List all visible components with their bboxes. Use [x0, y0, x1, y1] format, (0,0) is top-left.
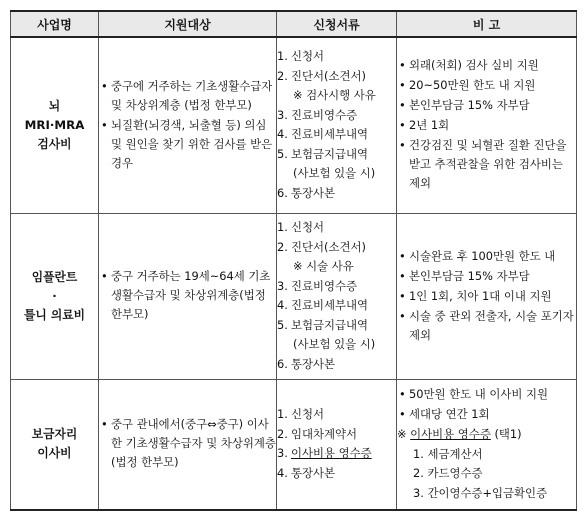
table-row — [11, 379, 577, 510]
program-name-line: 틀니 의료비 — [23, 307, 86, 322]
support-program-table — [10, 10, 577, 511]
document-item: 2. 임대차계약서 — [277, 426, 358, 441]
program-name-line: 보금자리 — [31, 427, 78, 442]
receipt-option: 3. 간이영수증+입금확인증 — [413, 485, 548, 500]
document-item: 3. 이사비용 영수증 — [277, 446, 372, 461]
receipt-reference: ※ 이사비용 영수증 (택1) — [397, 427, 522, 442]
program-name-line: 임플란트 — [31, 269, 78, 284]
target-cell — [99, 379, 277, 510]
program-name-cell — [11, 37, 99, 213]
header-notes: 비 고 — [397, 11, 577, 37]
header-documents: 신청서류 — [277, 11, 397, 37]
documents-cell — [277, 379, 397, 510]
notes-cell — [397, 379, 577, 510]
target-item: • 중구에 거주하는 기초생활수급자 및 차상위계층 (법정 한부모) — [99, 77, 276, 115]
note-item: • 시술완료 후 100만원 한도 내 — [397, 247, 576, 266]
note-item: • 세대당 연간 1회 — [397, 405, 576, 424]
target-cell — [99, 37, 277, 213]
note-item: • 본인부담금 15% 자부담 — [397, 96, 576, 115]
header-program-name: 사업명 — [11, 11, 99, 37]
note-item: • 시술 중 관외 전출자, 시술 포기자 제외 — [397, 307, 576, 345]
target-cell — [99, 213, 277, 379]
target-item: • 중구 관내에서(중구⇔중구) 이사한 기초생활수급자 및 차상위계층(법정 한부모) — [99, 415, 276, 472]
document-item: 4. 진료비세부내역 — [277, 127, 369, 142]
note-item: • 외래(처회) 검사 실비 지원 — [397, 56, 576, 75]
program-name-line: 뇌 — [48, 98, 61, 113]
receipt-option: 2. 카드영수증 — [413, 466, 483, 481]
documents-cell — [277, 213, 397, 379]
receipt-option: 1. 세금계산서 — [413, 446, 483, 461]
note-item: • 50만원 한도 내 이사비 지원 — [397, 385, 576, 404]
target-item: • 중구 거주하는 19세~64세 기초생활수급자 및 차상위계층(법정 한부모) — [99, 267, 276, 324]
document-item: 1. 신청서 — [277, 220, 325, 234]
document-item: 5. 보험금지급내역 — [277, 146, 369, 161]
document-item: 4. 통장사본 — [277, 465, 336, 480]
program-name-line: MRI·MRA — [24, 117, 85, 132]
program-name-line: 검사비 — [37, 136, 72, 151]
program-name-line: · — [52, 288, 57, 303]
document-item: 4. 진료비세부내역 — [277, 298, 369, 312]
notes-cell — [397, 37, 577, 213]
document-item: 2. 진단서(소견서) — [277, 239, 366, 254]
note-item: • 본인부담금 15% 자부담 — [397, 267, 576, 286]
header-row — [11, 11, 577, 37]
table-row — [11, 213, 577, 379]
document-item: 1. 신청서 — [277, 49, 325, 64]
note-item: • 건강검진 및 뇌혈관 질환 진단을 받고 추적관찰을 위한 검사비는 제외 — [397, 136, 576, 193]
document-note: ※ 검사시행 사유 — [293, 88, 376, 103]
document-item: 3. 진료비영수증 — [277, 107, 358, 122]
document-note: (사보험 있을 시) — [293, 337, 376, 351]
document-note: ※ 시술 사유 — [293, 259, 354, 273]
target-item: • 뇌질환(뇌경색, 뇌출혈 등) 의심 및 원인을 찾기 위한 검사를 받은 경우 — [99, 116, 276, 173]
document-item: 6. 통장사본 — [277, 185, 336, 200]
document-item: 1. 신청서 — [277, 407, 325, 422]
note-item: • 20~50만원 한도 내 지원 — [397, 76, 576, 95]
note-item: • 2년 1회 — [397, 116, 576, 135]
note-item: • 1인 1회, 치아 1대 이내 지원 — [397, 287, 576, 306]
table-row — [11, 37, 577, 213]
document-item: 2. 진단서(소견서) — [277, 68, 366, 83]
documents-cell — [277, 37, 397, 213]
header-target: 지원대상 — [99, 11, 277, 37]
program-name-cell — [11, 379, 99, 510]
program-name-line: 이사비 — [37, 446, 72, 461]
document-item: 3. 진료비영수증 — [277, 278, 358, 293]
program-name-cell — [11, 213, 99, 379]
document-item: 6. 통장사본 — [277, 356, 336, 371]
document-note: (사보험 있을 시) — [293, 166, 376, 181]
notes-cell — [397, 213, 577, 379]
document-item: 5. 보험금지급내역 — [277, 317, 369, 332]
